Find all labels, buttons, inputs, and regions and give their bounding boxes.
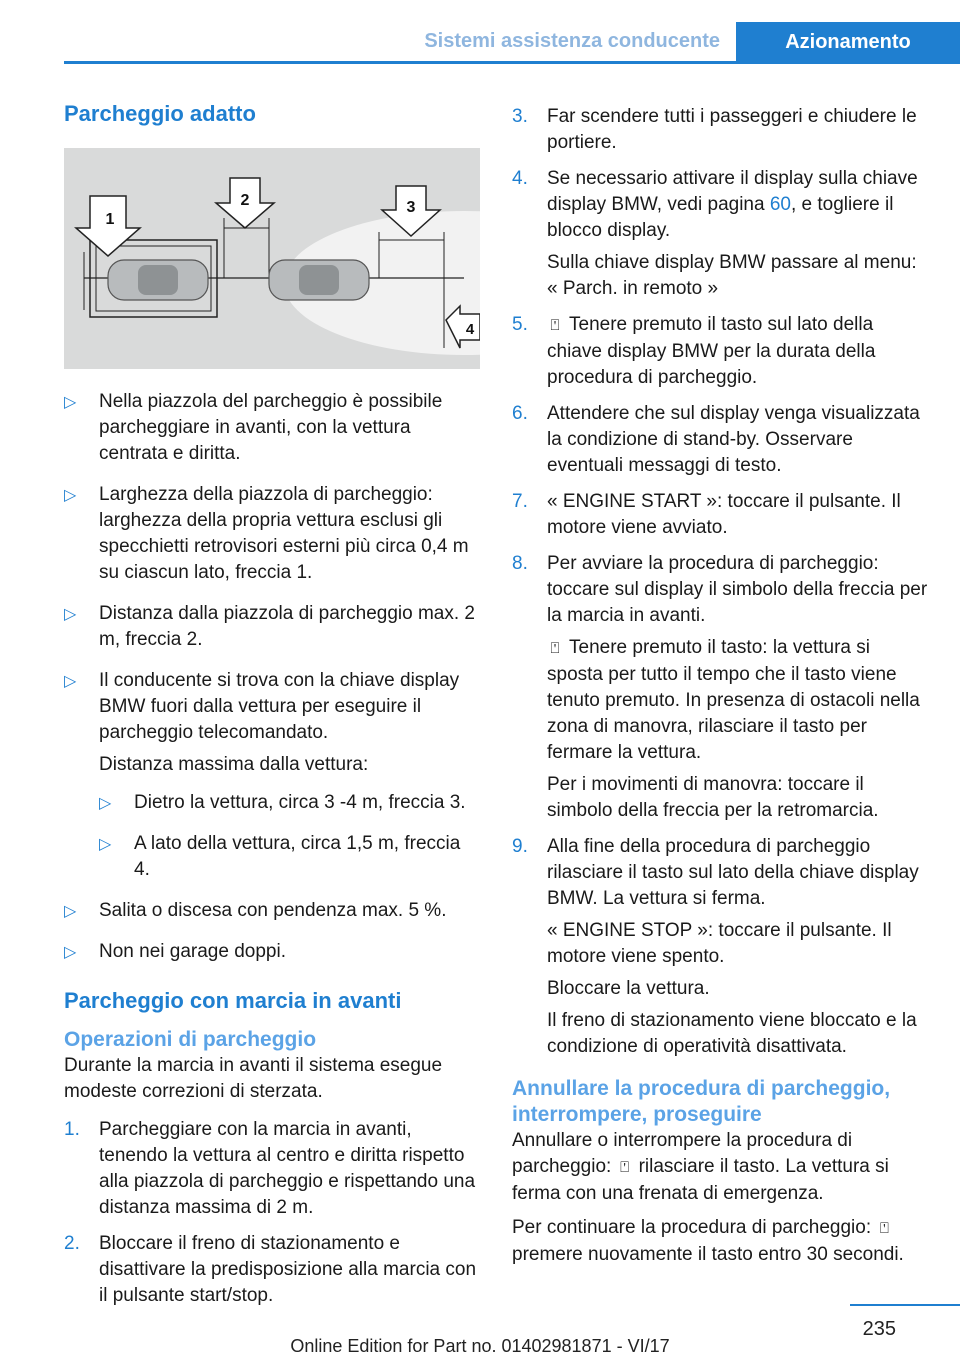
header-section-title: Sistemi assistenza conducente — [424, 30, 720, 52]
list-item-continuation: Distanza massima dalla vettura: — [99, 754, 369, 775]
sub-list — [64, 790, 480, 883]
numbered-step: 2. Bloccare il freno di stazionamento e disattivare la predisposizione alla marcia con il pulsante start/stop. — [64, 1233, 477, 1306]
svg-text:1: 1 — [105, 211, 115, 228]
step-continuation: Sulla chiave display BMW passare al menu: « Parch. in remoto » — [547, 252, 917, 299]
list-item: ▷ Larghezza della piazzola di parcheggio: larghezza della propria vettura esclusi gli specchietti retrovisori esterni più circa 0,4 m su ciascun lato, freccia 1. — [64, 484, 469, 583]
header-rule — [64, 61, 960, 64]
section-title-forward-parking: Parcheggio con marcia in avanti — [64, 988, 402, 1013]
key-button-icon: ⍞ — [550, 640, 560, 657]
list-item: ▷ Nella piazzola del parcheggio è possibile parcheggiare in avanti, con la vettura centrata e diritta. — [64, 391, 443, 464]
arrow-1-icon — [76, 196, 140, 256]
step-continuation: Il freno di stazionamento viene bloccato e la condizione di operatività disattivata. — [547, 1010, 917, 1057]
numbered-step: 7. « ENGINE START »: toccare il pulsante. Il motore viene avviato. — [512, 491, 901, 538]
parking-diagram-svg — [64, 148, 480, 369]
parked-car — [108, 260, 208, 300]
edition-footer: Online Edition for Part no. 01402981871 - VI/17 — [290, 1336, 670, 1356]
step-continuation: ⍞ Tenere premuto il tasto: la vettura si sposta per tutto il tempo che il tasto viene tenuto premuto. In presenza di ostacoli nella zona di manovra, rilasciare il tasto per fermare la vettura. — [547, 637, 920, 763]
numbered-step: 9. Alla fine della procedura di parcheggio rilasciare il tasto sul lato della chiave display BMW. La vettura si ferma. — [512, 836, 919, 909]
list-item: ▷ Salita o discesa con pendenza max. 5 %. — [64, 898, 480, 924]
page-header — [0, 0, 960, 64]
intro-paragraph: Durante la marcia in avanti il sistema esegue modeste correzioni di sterzata. — [64, 1055, 443, 1102]
svg-text:3: 3 — [406, 199, 416, 216]
svg-text:4: 4 — [465, 321, 475, 338]
page-number-rule — [850, 1304, 960, 1306]
list-item: ▷ Non nei garage doppi. — [64, 939, 480, 965]
arrow-2-icon — [216, 178, 274, 228]
bullet-triangle-icon: ▷ — [64, 673, 77, 690]
bullet-triangle-icon: ▷ — [64, 944, 77, 961]
right-column — [512, 104, 928, 1268]
parking-diagram — [64, 148, 480, 369]
numbered-step: 6. Attendere che sul display venga visualizzata la condizione di stand-by. Osservare eventuali messaggi di testo. — [512, 403, 920, 476]
continue-paragraph: Per continuare la procedura di parcheggio: ⍞premere nuovamente il tasto entro 30 secondi. — [512, 1217, 904, 1265]
numbered-step: 4. Se necessario attivare il display sulla chiave display BMW, vedi pagina 60, e togliere il blocco display. — [512, 168, 918, 241]
list-item: ▷ Distanza dalla piazzola di parcheggio max. 2 m, freccia 2. — [64, 603, 475, 650]
numbered-step: 8. Per avviare la procedura di parcheggio: toccare sul display il simbolo della freccia per la marcia in avanti. — [512, 553, 928, 626]
page-number: 235 — [862, 1318, 896, 1340]
bullet-triangle-icon: ▷ — [99, 795, 112, 812]
sub-list-item: ▷ A lato della vettura, circa 1,5 m, freccia 4. — [99, 833, 461, 880]
bullet-triangle-icon: ▷ — [64, 487, 77, 504]
numbered-step: 3. Far scendere tutti i passeggeri e chiudere le portiere. — [512, 106, 917, 153]
key-button-icon: ⍞ — [550, 317, 560, 334]
bullet-triangle-icon: ▷ — [64, 903, 77, 920]
svg-text:2: 2 — [240, 192, 250, 209]
left-column — [64, 100, 480, 1319]
step-continuation: « ENGINE STOP »: toccare il pulsante. Il motore viene spento. — [547, 920, 892, 967]
key-button-icon: ⍞ — [879, 1220, 889, 1237]
section-title-suitable-parking: Parcheggio adatto — [64, 101, 256, 126]
numbered-step: 5. ⍞ Tenere premuto il tasto sul lato della chiave display BMW per la durata della procedura di parcheggio. — [512, 314, 876, 388]
subsection-title-parking-operations: Operazioni di parcheggio — [64, 1028, 317, 1051]
bullet-triangle-icon: ▷ — [64, 606, 77, 623]
step-continuation: Bloccare la vettura. — [547, 978, 710, 999]
page-reference-link[interactable]: 60 — [769, 194, 791, 215]
numbered-step: 1. Parcheggiare con la marcia in avanti, tenendo la vettura al centro e diritta rispetto alla piazzola di parcheggio e rispettando una distanza massima di 2 m. — [64, 1119, 476, 1218]
bullet-triangle-icon: ▷ — [99, 836, 112, 853]
header-chapter-tab: Azionamento — [736, 22, 960, 62]
subsection-title-cancel-parking: Annullare la procedura di parcheggio, interrompere, proseguire — [512, 1077, 891, 1126]
cancel-paragraph: Annullare o interrompere la procedura di parcheggio: ⍞ rilasciare il tasto. La vettura si ferma con una frenata di emergenza. — [512, 1130, 889, 1204]
sub-list-item: ▷ Dietro la vettura, circa 3 -4 m, freccia 3. — [99, 790, 480, 816]
list-item: ▷ Il conducente si trova con la chiave display BMW fuori dalla vettura per eseguire il parcheggio telecomandato. — [64, 670, 460, 743]
key-button-icon: ⍞ — [620, 1159, 630, 1176]
step-continuation: Per i movimenti di manovra: toccare il simbolo della freccia per la retromarcia. — [547, 774, 879, 821]
bullet-triangle-icon: ▷ — [64, 394, 77, 411]
approaching-car — [269, 260, 369, 300]
